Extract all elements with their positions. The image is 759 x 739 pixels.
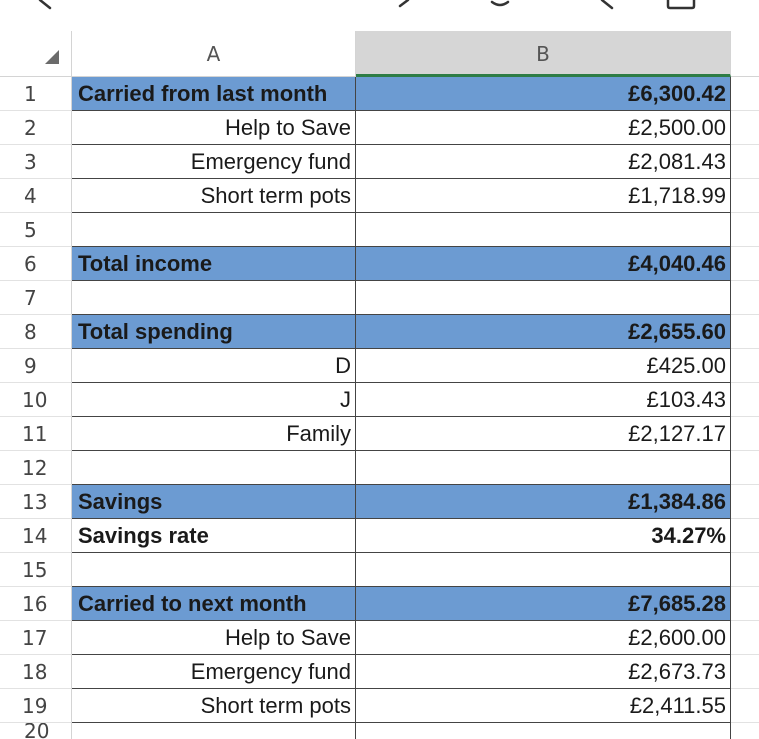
back-chevron-icon[interactable]: [40, 0, 50, 8]
cell-c[interactable]: [731, 349, 759, 383]
cell-c[interactable]: [731, 417, 759, 451]
table-row: [0, 383, 759, 417]
cell-value[interactable]: [356, 451, 731, 485]
cell-b[interactable]: [356, 723, 731, 739]
cell-value[interactable]: [356, 281, 731, 315]
table-row: [0, 247, 759, 281]
cell-c[interactable]: [731, 281, 759, 315]
row-number[interactable]: 18: [0, 655, 72, 689]
row-number[interactable]: 6: [0, 247, 72, 281]
table-row: [0, 315, 759, 349]
row-number[interactable]: 5: [0, 213, 72, 247]
cell-c[interactable]: [731, 77, 759, 111]
cell-a[interactable]: [72, 723, 356, 739]
forward-chevron-icon[interactable]: [400, 0, 408, 6]
cell-c[interactable]: [731, 655, 759, 689]
cell-label[interactable]: Savings rate: [72, 519, 356, 553]
cell-c[interactable]: [731, 621, 759, 655]
cell-label[interactable]: Savings: [72, 485, 356, 519]
cell-label[interactable]: D: [72, 349, 356, 383]
spreadsheet-grid: [0, 31, 759, 739]
table-row: [0, 655, 759, 689]
table-row: [0, 621, 759, 655]
row-number[interactable]: 2: [0, 111, 72, 145]
cell-value[interactable]: £2,655.60: [356, 315, 731, 349]
row-number[interactable]: 12: [0, 451, 72, 485]
cell-label[interactable]: Family: [72, 417, 356, 451]
undo-icon[interactable]: [602, 0, 612, 8]
select-all-triangle-icon: [45, 50, 59, 64]
cell-c[interactable]: [731, 111, 759, 145]
cell-label[interactable]: Carried to next month: [72, 587, 356, 621]
table-row: [0, 349, 759, 383]
cell-value[interactable]: £103.43: [356, 383, 731, 417]
row-number[interactable]: 4: [0, 179, 72, 213]
cell-value[interactable]: £1,718.99: [356, 179, 731, 213]
cell-value[interactable]: £425.00: [356, 349, 731, 383]
cell-value[interactable]: £2,411.55: [356, 689, 731, 723]
row-number[interactable]: 3: [0, 145, 72, 179]
cell-value[interactable]: [356, 213, 731, 247]
row-number[interactable]: 13: [0, 485, 72, 519]
table-row: [0, 689, 759, 723]
cell-value[interactable]: £7,685.28: [356, 587, 731, 621]
row-number[interactable]: 11: [0, 417, 72, 451]
cell-label[interactable]: Help to Save: [72, 621, 356, 655]
column-header-a[interactable]: A: [72, 31, 356, 77]
cell-c[interactable]: [731, 553, 759, 587]
cell-label[interactable]: [72, 281, 356, 315]
select-all-corner[interactable]: [0, 31, 72, 77]
cell-c[interactable]: [731, 247, 759, 281]
cell-c[interactable]: [731, 145, 759, 179]
cell-value[interactable]: £4,040.46: [356, 247, 731, 281]
cell-value[interactable]: £6,300.42: [356, 77, 731, 111]
cell-label[interactable]: [72, 451, 356, 485]
cell-label[interactable]: Total income: [72, 247, 356, 281]
cell-label[interactable]: Short term pots: [72, 689, 356, 723]
table-row: [0, 485, 759, 519]
table-row: [0, 111, 759, 145]
cell-label[interactable]: [72, 553, 356, 587]
table-row: [0, 587, 759, 621]
toolbar-icons: [0, 0, 759, 30]
cell-c[interactable]: [731, 485, 759, 519]
cell-c[interactable]: [731, 383, 759, 417]
cell-value[interactable]: £2,500.00: [356, 111, 731, 145]
cell-c[interactable]: [731, 519, 759, 553]
row-number[interactable]: 17: [0, 621, 72, 655]
cell-value[interactable]: £2,081.43: [356, 145, 731, 179]
row-number[interactable]: 14: [0, 519, 72, 553]
table-row: [0, 145, 759, 179]
cell-c[interactable]: [731, 451, 759, 485]
table-row: [0, 281, 759, 315]
share-icon[interactable]: [668, 0, 694, 8]
cell-value[interactable]: £2,673.73: [356, 655, 731, 689]
table-row: [0, 213, 759, 247]
cell-c[interactable]: [731, 213, 759, 247]
cell-value[interactable]: £2,600.00: [356, 621, 731, 655]
cell-value[interactable]: £2,127.17: [356, 417, 731, 451]
cell-c[interactable]: [731, 315, 759, 349]
cell-label[interactable]: J: [72, 383, 356, 417]
row-number[interactable]: 15: [0, 553, 72, 587]
row-number[interactable]: 9: [0, 349, 72, 383]
row-number[interactable]: 8: [0, 315, 72, 349]
row-number[interactable]: 10: [0, 383, 72, 417]
column-header-b[interactable]: B: [356, 31, 731, 77]
cell-c[interactable]: [731, 179, 759, 213]
cell-label[interactable]: Short term pots: [72, 179, 356, 213]
row-number[interactable]: 16: [0, 587, 72, 621]
table-row: [0, 553, 759, 587]
table-row: [0, 519, 759, 553]
row-number[interactable]: 7: [0, 281, 72, 315]
partial-row-20: [0, 723, 759, 739]
cell-value[interactable]: 34.27%: [356, 519, 731, 553]
row-number[interactable]: 20: [0, 723, 72, 739]
row-number[interactable]: 1: [0, 77, 72, 111]
cell-label[interactable]: Emergency fund: [72, 145, 356, 179]
cell-label[interactable]: Carried from last month: [72, 77, 356, 111]
cell-c[interactable]: [731, 689, 759, 723]
search-icon[interactable]: [492, 2, 508, 5]
cell-label[interactable]: Total spending: [72, 315, 356, 349]
table-row: [0, 417, 759, 451]
row-number[interactable]: 19: [0, 689, 72, 723]
cell-label[interactable]: [72, 213, 356, 247]
cell-label[interactable]: Help to Save: [72, 111, 356, 145]
cell-c[interactable]: [731, 587, 759, 621]
column-header-c[interactable]: [731, 31, 759, 77]
toolbar-strip: [0, 0, 759, 30]
table-row: [0, 77, 759, 111]
table-row: [0, 179, 759, 213]
cell-label[interactable]: Emergency fund: [72, 655, 356, 689]
cell-value[interactable]: [356, 553, 731, 587]
table-row: [0, 451, 759, 485]
cell-value[interactable]: £1,384.86: [356, 485, 731, 519]
